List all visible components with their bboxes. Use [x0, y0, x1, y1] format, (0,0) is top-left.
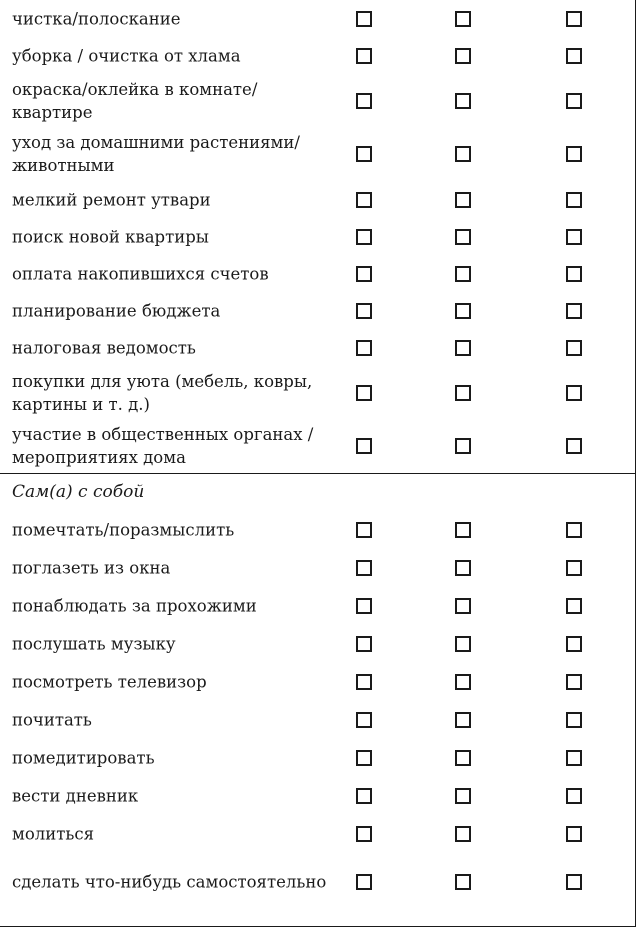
checkbox-column-2[interactable] [455, 266, 471, 282]
checkbox-column-2[interactable] [455, 48, 471, 64]
row-label: почитать [12, 710, 92, 730]
checkbox-column-3[interactable] [566, 788, 582, 804]
checklist-row [0, 37, 635, 74]
checkbox-column-3[interactable] [566, 192, 582, 208]
checkbox-column-1[interactable] [356, 636, 372, 652]
checklist-row [0, 419, 635, 473]
checkbox-column-1[interactable] [356, 598, 372, 614]
checklist-row [0, 218, 635, 255]
checkbox-column-3[interactable] [566, 93, 582, 109]
checklist-row [0, 625, 635, 663]
checkbox-column-1[interactable] [356, 303, 372, 319]
checklist-row [0, 701, 635, 739]
checkbox-column-2[interactable] [455, 598, 471, 614]
checkbox-column-3[interactable] [566, 11, 582, 27]
row-label: окраска/оклейка в комнате/ квартире [12, 79, 258, 122]
checklist-row [0, 549, 635, 587]
checkbox-column-2[interactable] [455, 340, 471, 356]
checkbox-column-2[interactable] [455, 11, 471, 27]
checkbox-column-2[interactable] [455, 560, 471, 576]
checkbox-column-2[interactable] [455, 750, 471, 766]
checkbox-column-1[interactable] [356, 48, 372, 64]
checkbox-column-1[interactable] [356, 826, 372, 842]
checkbox-column-2[interactable] [455, 874, 471, 890]
checkbox-column-1[interactable] [356, 560, 372, 576]
checkbox-column-2[interactable] [455, 826, 471, 842]
checklist-row [0, 255, 635, 292]
row-label: планирование бюджета [12, 301, 221, 320]
checklist-section [0, 473, 635, 911]
checkbox-column-2[interactable] [455, 385, 471, 401]
row-label: послушать музыку [12, 634, 176, 654]
checklist-row [0, 777, 635, 815]
checkbox-column-1[interactable] [356, 11, 372, 27]
checkbox-column-3[interactable] [566, 266, 582, 282]
row-label: уход за домашними растениями/животными [12, 133, 300, 175]
checkbox-column-3[interactable] [566, 750, 582, 766]
checkbox-column-1[interactable] [356, 229, 372, 245]
row-label: оплата накопившихся счетов [12, 264, 269, 283]
checklist-row [0, 739, 635, 777]
row-label: покупки для уюта (мебель, ковры, картины и т. д.) [12, 371, 313, 414]
checklist-row [0, 511, 635, 549]
checkbox-column-3[interactable] [566, 340, 582, 356]
checklist-row [0, 181, 635, 218]
row-label: поглазеть из окна [12, 558, 171, 578]
checklist-row [0, 587, 635, 625]
row-label: уборка / очистка от хлама [12, 46, 241, 65]
checkbox-column-1[interactable] [356, 522, 372, 538]
checkbox-column-1[interactable] [356, 750, 372, 766]
row-label: участие в общественных органах / мероприятиях дома [12, 425, 314, 467]
checklist-row [0, 663, 635, 701]
checkbox-column-2[interactable] [455, 93, 471, 109]
checklist-row [0, 0, 635, 37]
checkbox-column-2[interactable] [455, 712, 471, 728]
checkbox-column-3[interactable] [566, 874, 582, 890]
checkbox-column-3[interactable] [566, 598, 582, 614]
checkbox-column-3[interactable] [566, 712, 582, 728]
checkbox-column-2[interactable] [455, 146, 471, 162]
checkbox-column-2[interactable] [455, 636, 471, 652]
checkbox-column-1[interactable] [356, 146, 372, 162]
row-label: посмотреть телевизор [12, 672, 207, 692]
checkbox-column-1[interactable] [356, 266, 372, 282]
checkbox-column-3[interactable] [566, 636, 582, 652]
row-label: чистка/полоскание [12, 9, 181, 28]
checkbox-column-1[interactable] [356, 340, 372, 356]
checkbox-column-3[interactable] [566, 560, 582, 576]
checkbox-column-1[interactable] [356, 674, 372, 690]
checkbox-column-2[interactable] [455, 674, 471, 690]
checklist-row [0, 366, 635, 419]
row-label: поиск новой квартиры [12, 227, 209, 246]
checkbox-column-2[interactable] [455, 229, 471, 245]
checklist-row [0, 815, 635, 853]
checkbox-column-2[interactable] [455, 438, 471, 454]
section-title [0, 474, 635, 511]
checkbox-column-1[interactable] [356, 788, 372, 804]
checkbox-column-1[interactable] [356, 192, 372, 208]
row-label: молиться [12, 824, 95, 844]
checkbox-column-3[interactable] [566, 826, 582, 842]
row-label: вести дневник [12, 786, 139, 806]
checkbox-column-3[interactable] [566, 48, 582, 64]
checklist-row [0, 329, 635, 366]
row-label: понаблюдать за прохожими [12, 596, 257, 616]
row-label: помечтать/поразмыслить [12, 520, 235, 540]
checkbox-column-2[interactable] [455, 522, 471, 538]
checkbox-column-3[interactable] [566, 438, 582, 454]
checkbox-column-3[interactable] [566, 229, 582, 245]
checkbox-column-3[interactable] [566, 303, 582, 319]
checklist-row [0, 127, 635, 181]
row-label: налоговая ведомость [12, 338, 196, 357]
row-label: помедитировать [12, 748, 155, 768]
row-label: мелкий ремонт утвари [12, 190, 211, 209]
checkbox-column-2[interactable] [455, 788, 471, 804]
checkbox-column-3[interactable] [566, 674, 582, 690]
checkbox-column-1[interactable] [356, 385, 372, 401]
checklist-row [0, 292, 635, 329]
section-title-text: Сам(а) с собой [12, 482, 145, 502]
checkbox-column-1[interactable] [356, 438, 372, 454]
checkbox-column-2[interactable] [455, 303, 471, 319]
checkbox-column-3[interactable] [566, 385, 582, 401]
checkbox-column-3[interactable] [566, 146, 582, 162]
checklist-row [0, 853, 635, 911]
checkbox-column-1[interactable] [356, 874, 372, 890]
checkbox-column-1[interactable] [356, 712, 372, 728]
checkbox-column-3[interactable] [566, 522, 582, 538]
row-label: сделать что-нибудь самостоятельно [12, 872, 327, 892]
checkbox-column-1[interactable] [356, 93, 372, 109]
checkbox-column-2[interactable] [455, 192, 471, 208]
checklist-row [0, 74, 635, 127]
